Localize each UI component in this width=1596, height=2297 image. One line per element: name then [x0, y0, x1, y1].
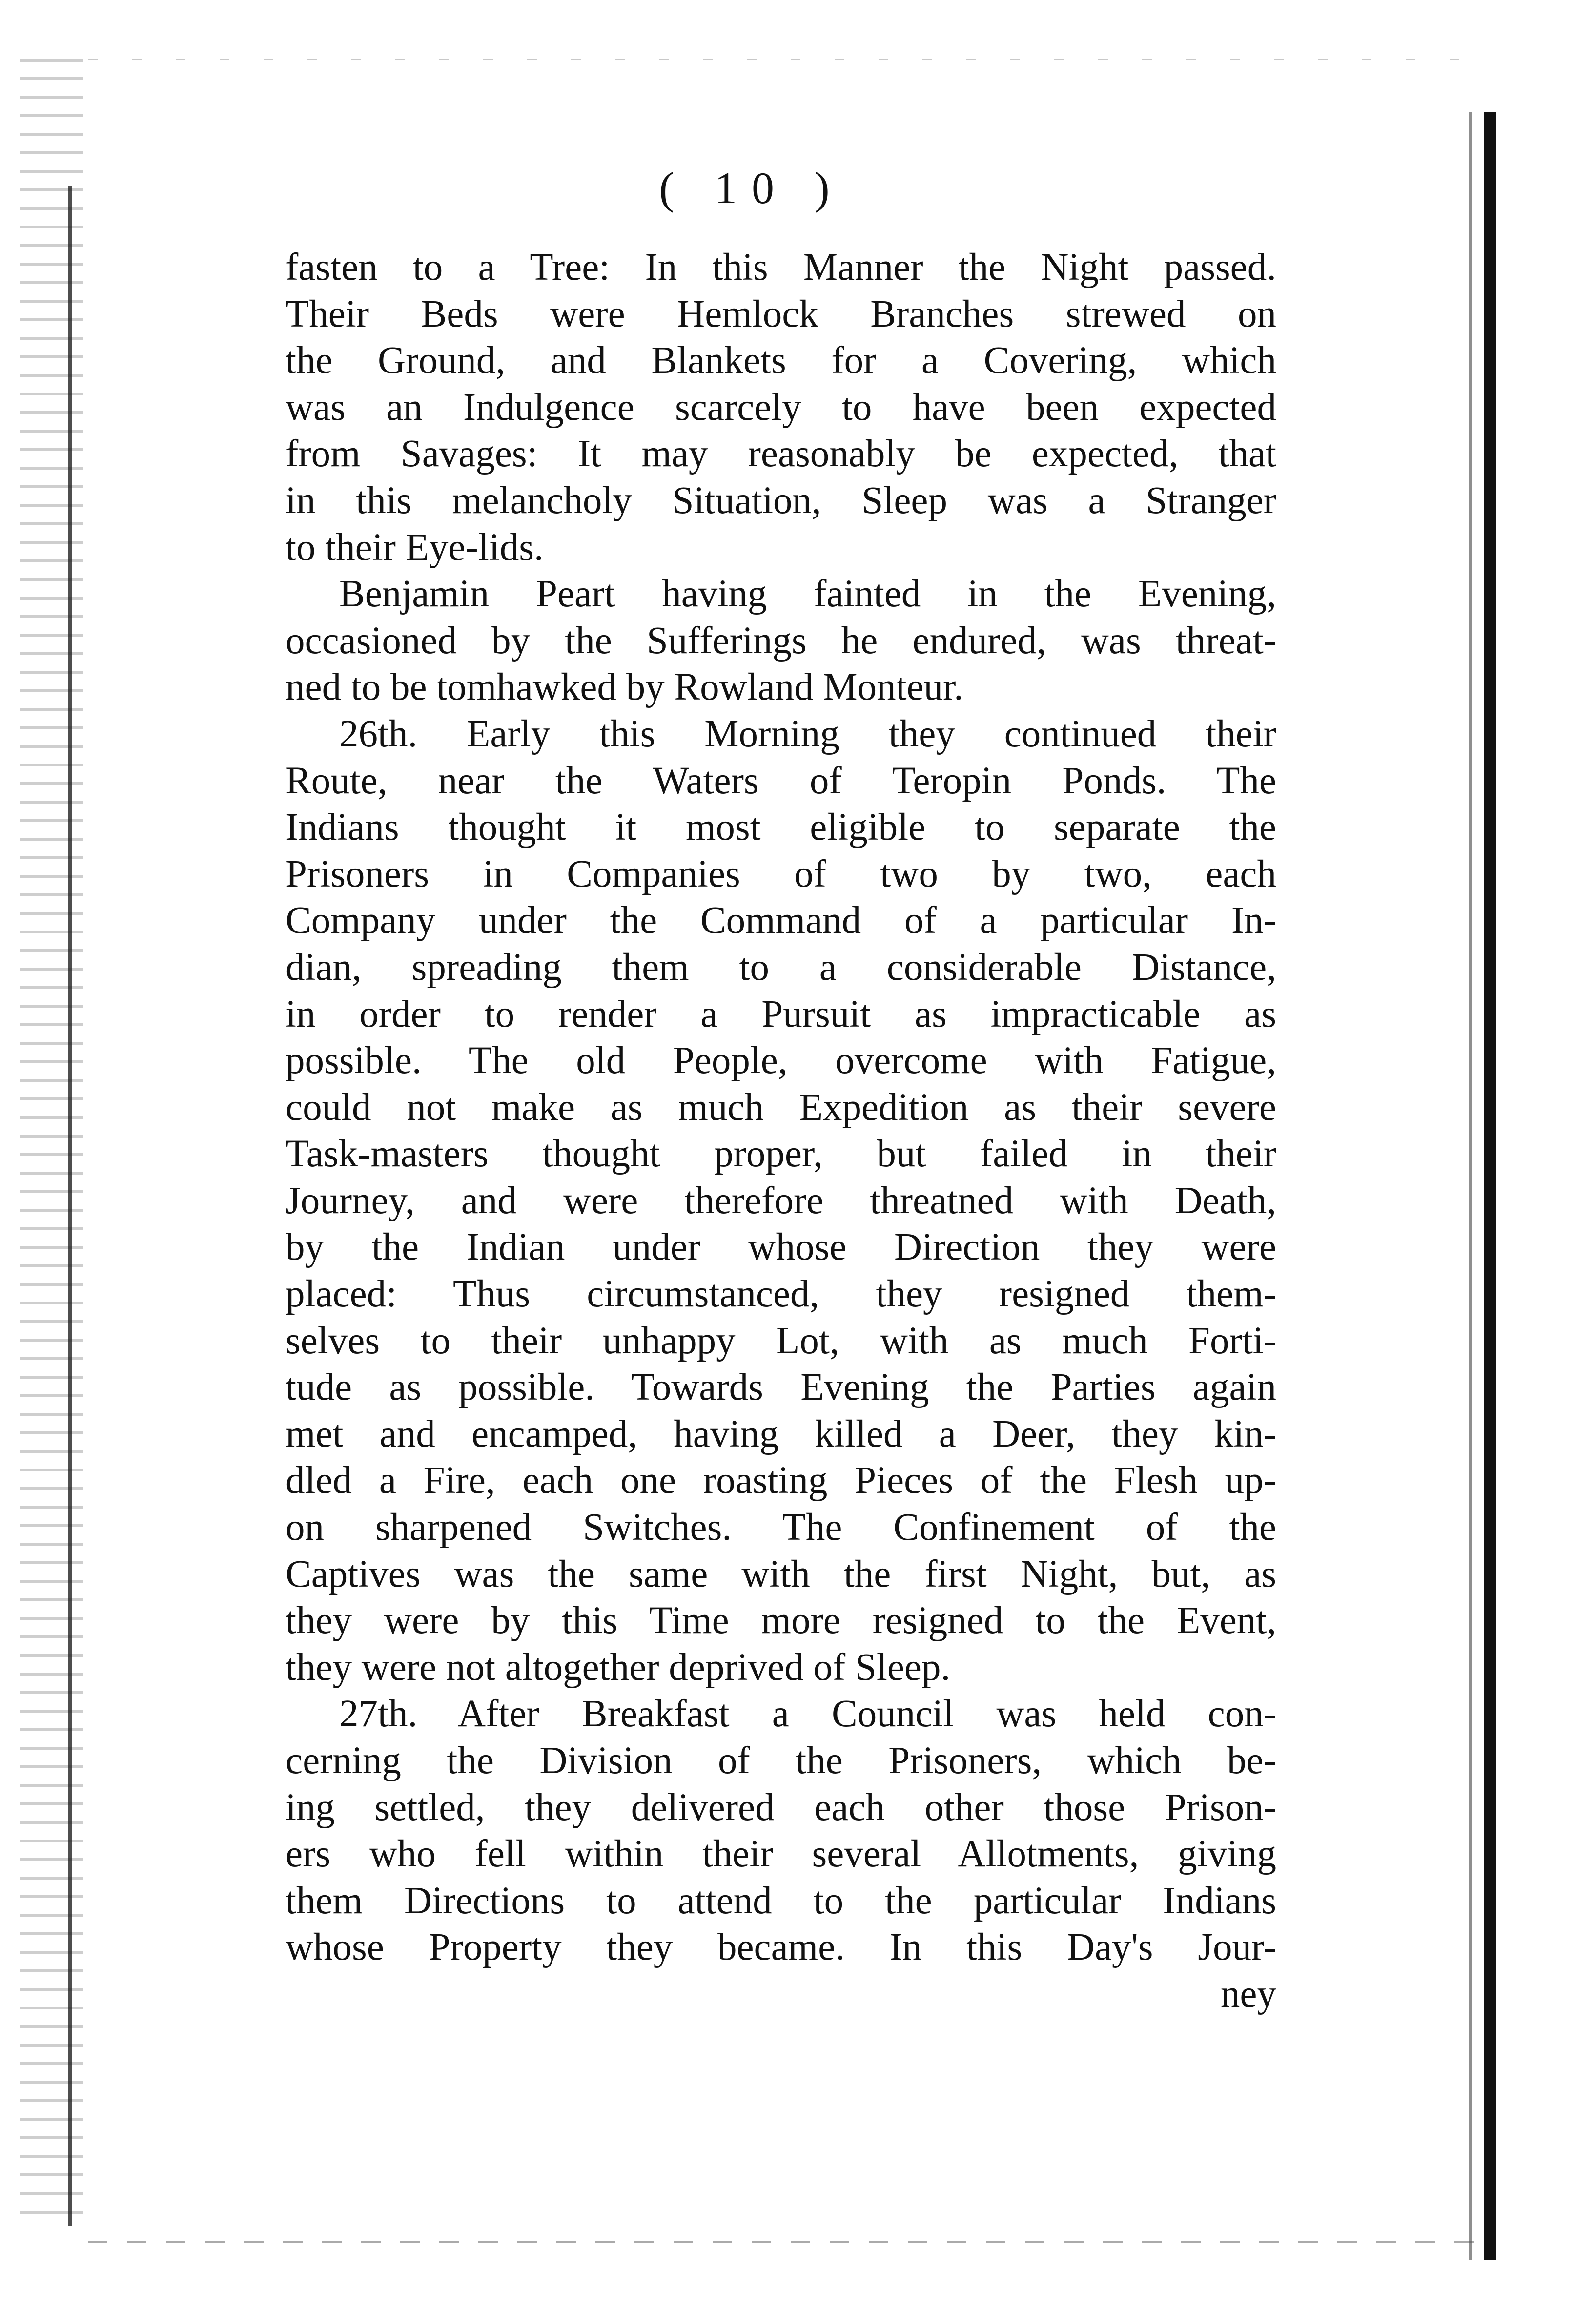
page-number: ( 10 ) [659, 163, 844, 213]
text-line: 26th. Early this Morning they continued their [339, 712, 1276, 755]
text-line: ned to be tomhawked by Rowland Monteur. [286, 666, 963, 709]
text-line: Company under the Command of a particular In- [286, 899, 1276, 942]
body-text [286, 244, 1276, 2018]
text-line: fasten to a Tree: In this Manner the Night passed. [286, 246, 1276, 289]
binding-edge-line [68, 186, 72, 2226]
text-line: Journey, and were therefore threatned with Death, [286, 1179, 1276, 1222]
text-line: dled a Fire, each one roasting Pieces of the Flesh up- [286, 1459, 1276, 1502]
text-line: by the Indian under whose Direction they were [286, 1226, 1276, 1269]
page-right-edge-shadow [1469, 112, 1472, 2260]
text-line: to their Eye-lids. [286, 526, 544, 569]
text-line: whose Property they became. In this Day's Jour- [286, 1926, 1276, 1969]
text-line: them Directions to attend to the particular Indians [286, 1879, 1276, 1922]
text-line: they were not altogether deprived of Sleep. [286, 1646, 951, 1689]
text-line: placed: Thus circumstanced, they resigned them- [286, 1273, 1276, 1316]
text-line: Captives was the same with the first Night, but, as [286, 1552, 1276, 1595]
scan-top-edge [88, 59, 1494, 60]
text-line: from Savages: It may reasonably be expected, that [286, 433, 1276, 476]
text-line: was an Indulgence scarcely to have been expected [286, 386, 1276, 429]
text-line: the Ground, and Blankets for a Covering, which [286, 339, 1276, 382]
text-line: they were by this Time more resigned to the Event, [286, 1599, 1276, 1642]
text-line: could not make as much Expedition as their severe [286, 1086, 1276, 1129]
text-line: on sharpened Switches. The Confinement of the [286, 1506, 1276, 1549]
text-line: selves to their unhappy Lot, with as much Forti- [286, 1319, 1276, 1362]
text-line: ers who fell within their several Allotments, giving [286, 1833, 1276, 1876]
text-line: possible. The old People, overcome with Fatigue, [286, 1039, 1276, 1082]
text-line: in order to render a Pursuit as impracticable as [286, 993, 1276, 1035]
text-line: dian, spreading them to a considerable Distance, [286, 946, 1276, 989]
text-line: Route, near the Waters of Teropin Ponds. The [286, 759, 1276, 802]
page-right-edge [1484, 112, 1496, 2260]
text-line: cerning the Division of the Prisoners, which be- [286, 1739, 1276, 1782]
text-line: Task-masters thought proper, but failed in their [286, 1133, 1276, 1176]
text-line: in this melancholy Situation, Sleep was a Stranger [286, 479, 1276, 522]
text-line: ney [1220, 1972, 1276, 2015]
text-line: Their Beds were Hemlock Branches strewed on [286, 292, 1276, 335]
text-line: met and encamped, having killed a Deer, they kin- [286, 1412, 1276, 1455]
text-line: Indians thought it most eligible to separate the [286, 806, 1276, 849]
text-line: Benjamin Peart having fainted in the Evening, [339, 573, 1276, 616]
binding-gutter [20, 59, 83, 2216]
text-line: 27th. After Breakfast a Council was held con- [339, 1693, 1276, 1736]
text-line: occasioned by the Sufferings he endured, was threat- [286, 619, 1276, 662]
scan-bottom-edge [88, 2241, 1494, 2243]
text-line: tude as possible. Towards Evening the Parties again [286, 1366, 1276, 1409]
text-line: ing settled, they delivered each other those Prison- [286, 1786, 1276, 1829]
text-line: Prisoners in Companies of two by two, each [286, 852, 1276, 895]
